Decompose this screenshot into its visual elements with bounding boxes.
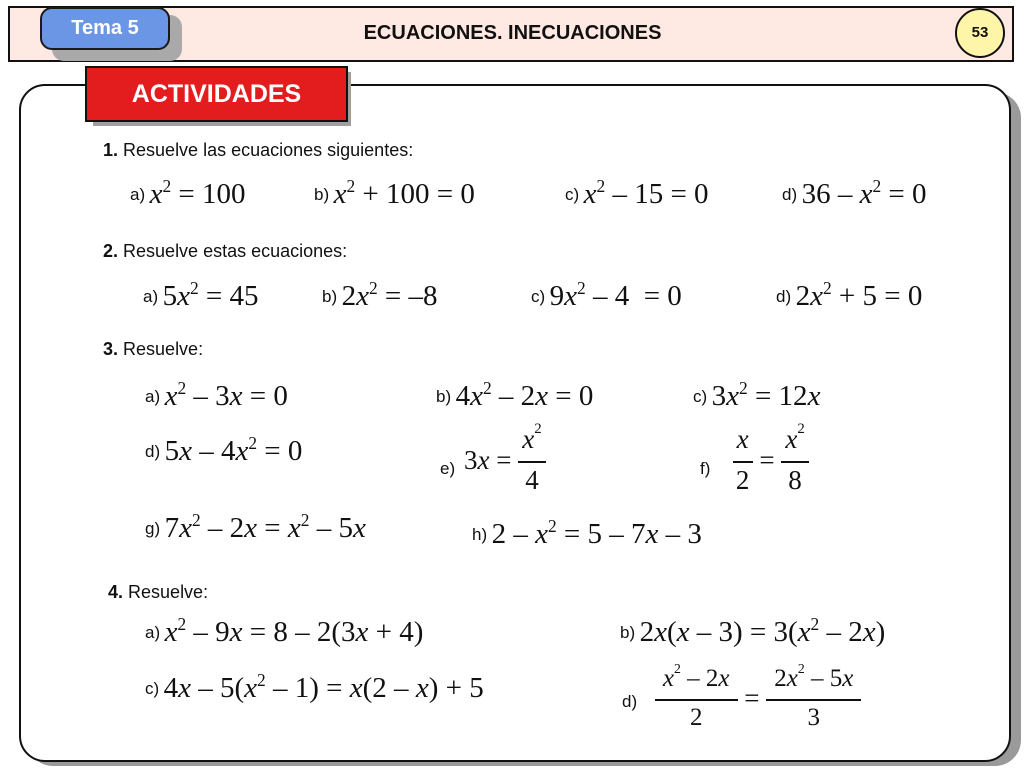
- equation: $x^2 - 15 = 0$: [583, 176, 709, 210]
- exercise-3-item-f: [700, 421, 809, 495]
- equation: $4x^2 - 2x = 0$: [455, 378, 594, 412]
- fraction: $\frac{x^2}{8}$: [781, 426, 808, 494]
- exercise-3-item-a: [145, 380, 288, 413]
- equation: $x^2 - 3x = 0$: [164, 378, 288, 412]
- equals-sign: =: [752, 444, 782, 475]
- equation: $2x^2 = -8$: [341, 278, 438, 312]
- exercise-2-item-a: [143, 280, 259, 313]
- exercise-4-item-b: [620, 616, 885, 649]
- item-label: h): [472, 524, 488, 544]
- item-label: c): [693, 386, 708, 406]
- section-label: ACTIVIDADES: [131, 80, 302, 108]
- exercise-number: 2.: [103, 241, 119, 261]
- equation: $x^2 + 100 = 0$: [333, 176, 475, 210]
- exercise-2-item-c: [531, 280, 682, 313]
- exercise-1-item-a: [130, 178, 246, 211]
- exercise-number: 1.: [103, 140, 119, 160]
- equation: $2 - x^2 = 5 - 7x - 3$: [491, 516, 702, 550]
- page-number: 53: [971, 24, 989, 41]
- item-label: d): [622, 692, 638, 711]
- item-label: c): [565, 184, 580, 204]
- exercise-2-prompt: [103, 241, 347, 262]
- exercise-1-prompt: [103, 140, 413, 161]
- equation: $2x(x - 3) = 3(x^2 - 2x)$: [639, 614, 886, 648]
- item-label: b): [314, 184, 330, 204]
- item-label: a): [130, 184, 146, 204]
- equation: $3x^2 = 12x$: [711, 378, 821, 412]
- equation: $36 - x^2 = 0$: [801, 176, 927, 210]
- item-label: d): [782, 184, 798, 204]
- fraction: $\frac{x^2}{4}$: [518, 426, 545, 494]
- exercise-3-item-g: [145, 512, 366, 545]
- fraction: $\frac{x^2 - 2x}{2}$: [655, 666, 738, 730]
- item-label: a): [145, 622, 161, 642]
- item-label: d): [776, 286, 792, 306]
- exercise-4-item-a: [145, 616, 423, 649]
- item-label: c): [145, 678, 160, 698]
- exercise-4-item-d: [622, 661, 861, 731]
- exercise-1-item-c: [565, 178, 709, 211]
- equals-sign: =: [737, 682, 767, 713]
- item-label: a): [143, 286, 159, 306]
- exercise-prompt-text: Resuelve:: [123, 339, 204, 359]
- item-label: f): [700, 459, 711, 478]
- fraction: $\frac{2x^2 - 5x}{3}$: [766, 666, 861, 730]
- exercise-prompt-text: Resuelve estas ecuaciones:: [123, 241, 348, 261]
- exercise-3-item-h: [472, 518, 702, 551]
- item-label: a): [145, 386, 161, 406]
- equation: $7x^2 - 2x = x^2 - 5x$: [164, 510, 366, 544]
- tema-label: Tema 5: [71, 17, 139, 39]
- item-label: b): [620, 622, 636, 642]
- exercise-3-item-b: [436, 380, 593, 413]
- exercise-3-item-c: [693, 380, 820, 413]
- exercise-3-prompt: [103, 339, 203, 360]
- equation: $5x^2 = 45$: [162, 278, 259, 312]
- exercise-3-item-d: [145, 435, 302, 468]
- exercise-4-item-c: [145, 672, 484, 705]
- equation: $x^2 = 100$: [149, 176, 246, 210]
- equation: $x^2 - 9x = 8 - 2(3x + 4)$: [164, 614, 424, 648]
- exercise-number: 4.: [108, 582, 124, 602]
- fraction: $\frac{x}{2}$: [733, 426, 753, 494]
- item-label: d): [145, 441, 161, 461]
- exercise-2-item-b: [322, 280, 438, 313]
- equation: $5x - 4x^2 = 0$: [164, 433, 303, 467]
- item-label: b): [436, 386, 452, 406]
- exercise-3-item-e: [440, 421, 546, 495]
- exercise-number: 3.: [103, 339, 119, 359]
- exercise-1-item-b: [314, 178, 475, 211]
- header-title: ECUACIONES. INECUACIONES: [363, 22, 662, 44]
- exercise-1-item-d: [782, 178, 927, 211]
- equation: $9x^2 - 4 = 0$: [549, 278, 682, 312]
- exercise-prompt-text: Resuelve las ecuaciones siguientes:: [123, 140, 414, 160]
- item-label: b): [322, 286, 338, 306]
- exercise-2-item-d: [776, 280, 922, 313]
- exercise-prompt-text: Resuelve:: [128, 582, 209, 602]
- item-label: c): [531, 286, 546, 306]
- equation-lhs: 3x =: [464, 444, 519, 475]
- exercise-4-prompt: [108, 582, 208, 603]
- equation: $2x^2 + 5 = 0$: [795, 278, 923, 312]
- item-label: g): [145, 518, 161, 538]
- equation: $4x - 5(x^2 - 1) = x(2 - x) + 5$: [163, 670, 484, 704]
- item-label: e): [440, 459, 456, 478]
